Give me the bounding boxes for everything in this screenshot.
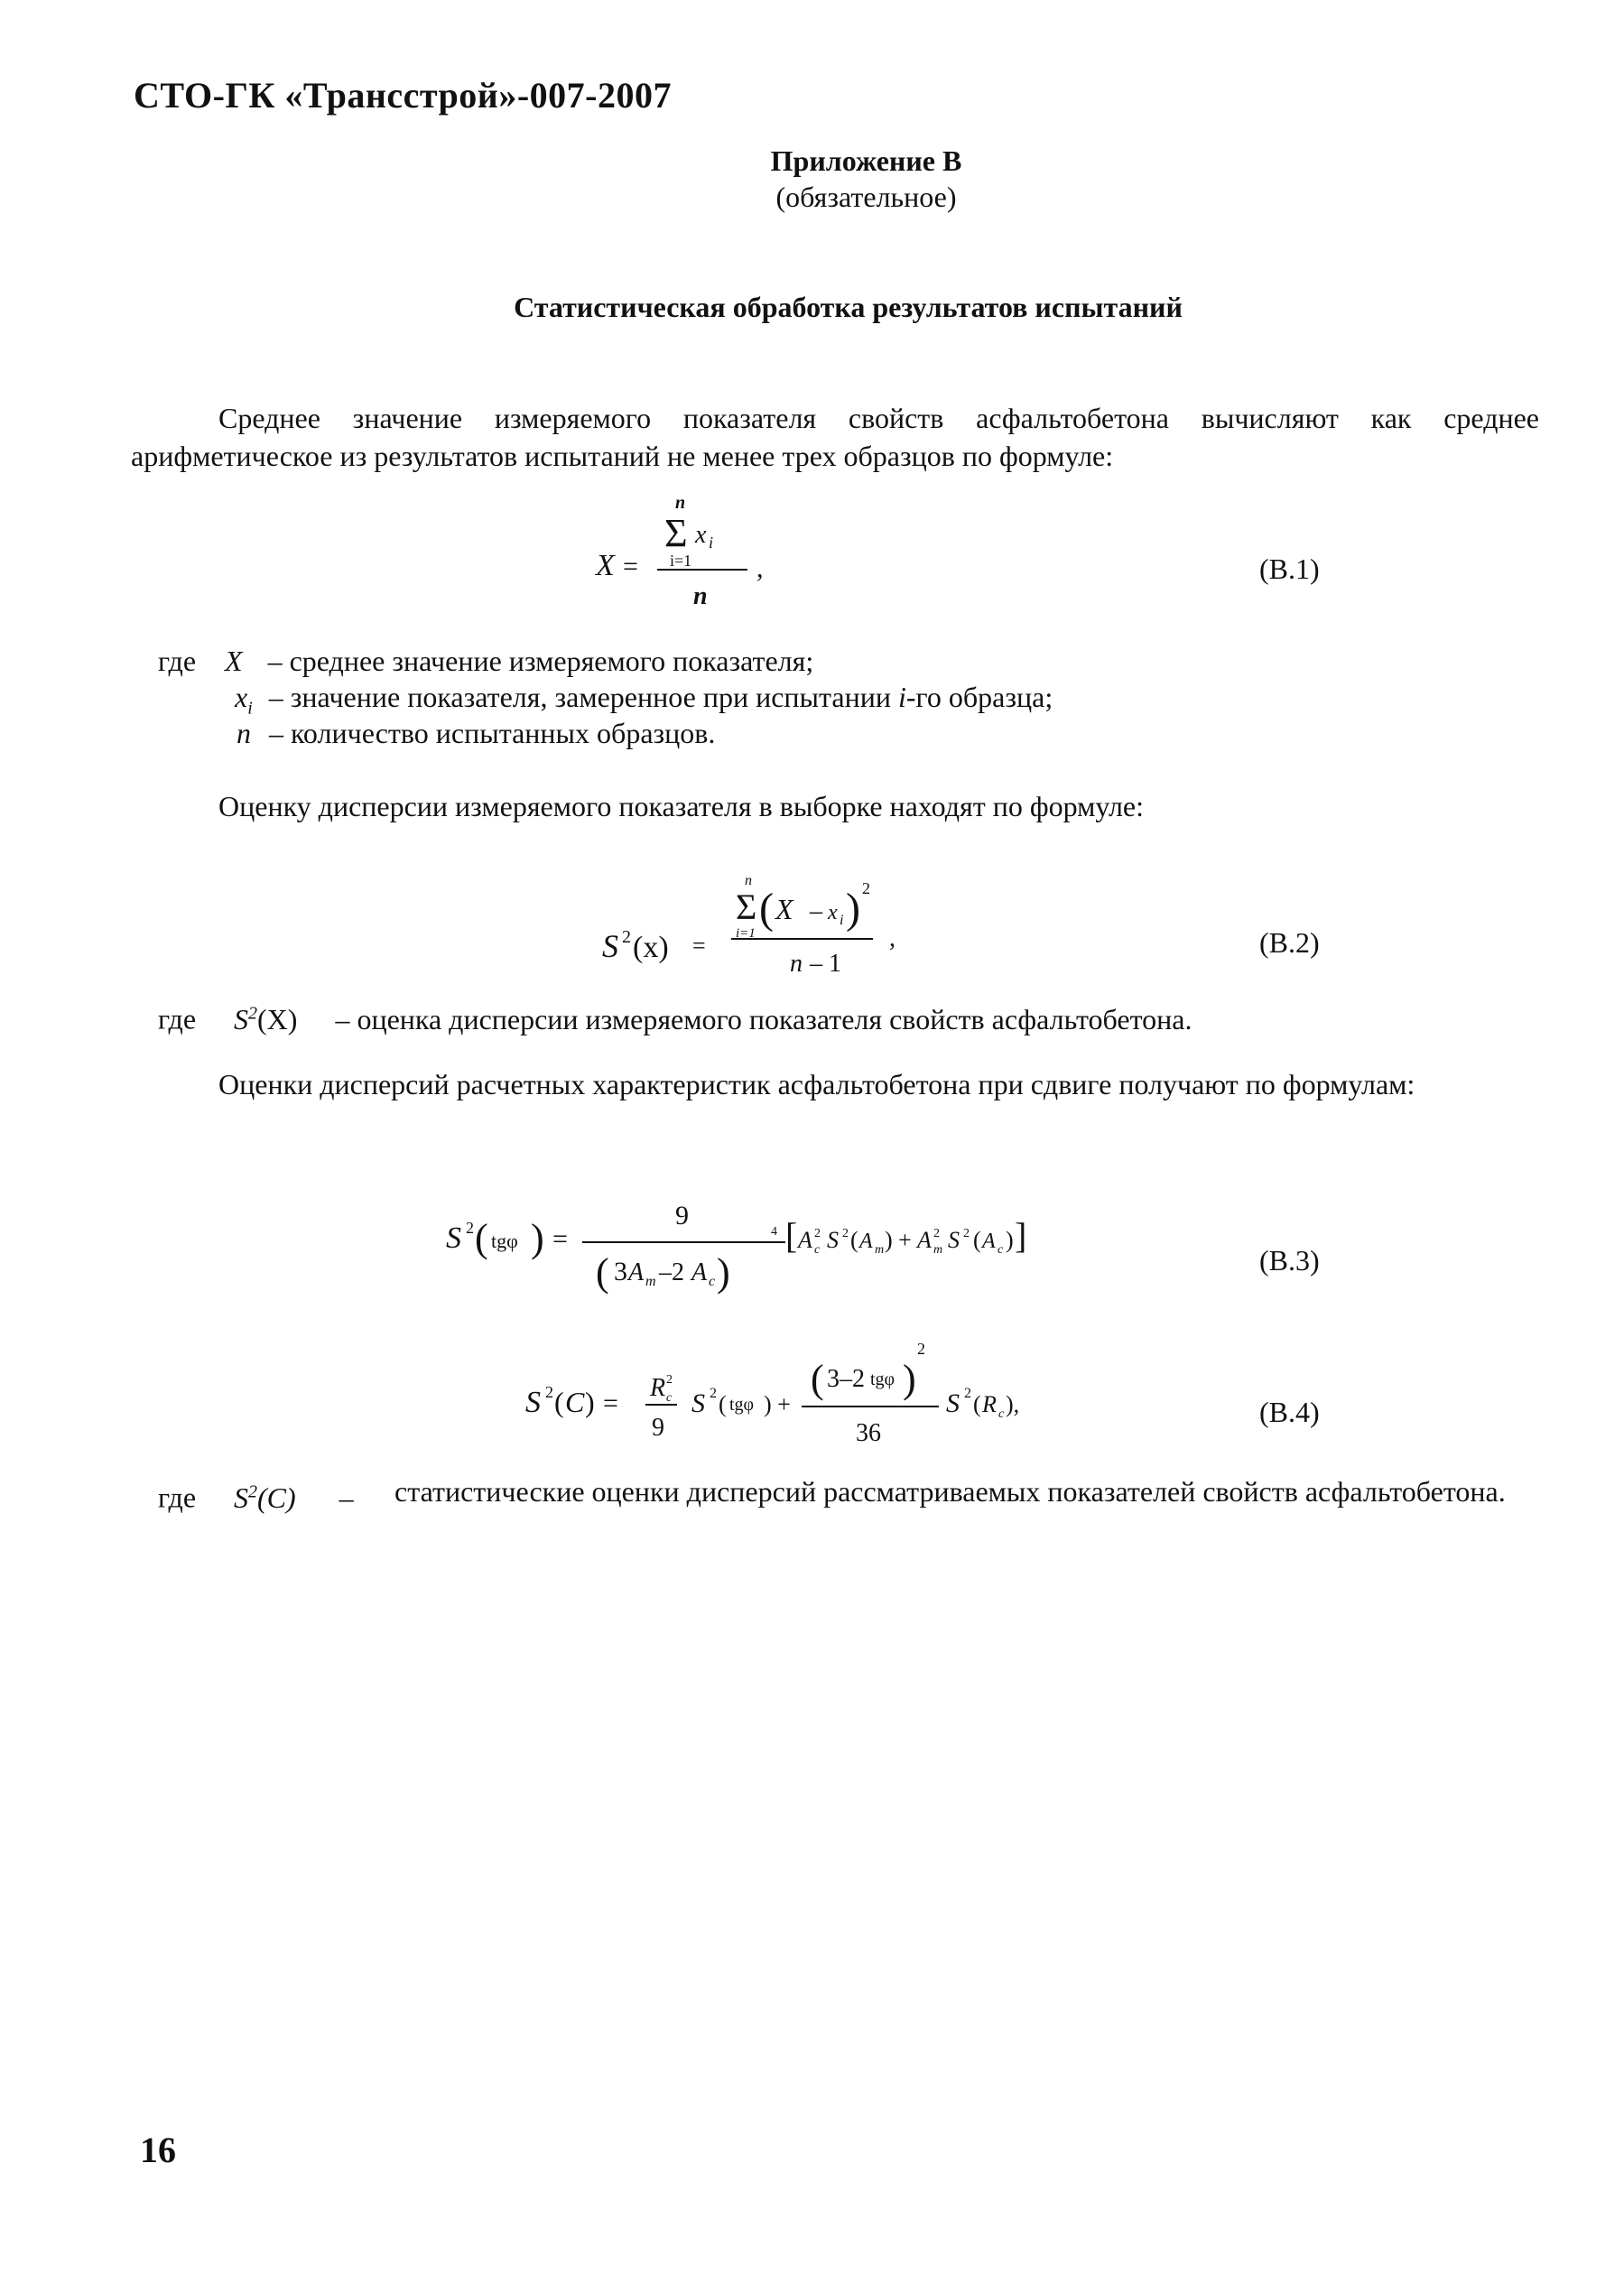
svg-text:S: S	[525, 1386, 541, 1419]
svg-text:(: (	[719, 1391, 727, 1417]
svg-text:,: ,	[756, 553, 764, 583]
equation-number-b1: (В.1)	[1259, 552, 1320, 585]
svg-text:]: ]	[1015, 1215, 1027, 1256]
svg-text:(: (	[850, 1227, 858, 1253]
svg-text:A: A	[982, 1230, 996, 1253]
definition-row-s2x	[158, 995, 1192, 1037]
svg-text:n: n	[675, 493, 686, 513]
svg-text:S: S	[946, 1388, 960, 1418]
formula-b4	[515, 1329, 1146, 1464]
svg-text:x: x	[828, 901, 838, 924]
svg-text:–: –	[810, 897, 822, 925]
svg-text:x: x	[695, 521, 707, 549]
svg-text:i=1: i=1	[670, 552, 692, 570]
svg-text:2: 2	[622, 927, 631, 947]
equation-number-b4: (В.4)	[1259, 1396, 1320, 1428]
svg-text:): )	[903, 1357, 916, 1401]
svg-text:36: 36	[856, 1419, 881, 1447]
svg-text:Σ: Σ	[664, 511, 688, 555]
svg-text:c: c	[709, 1274, 716, 1289]
svg-text:2: 2	[814, 1227, 821, 1240]
svg-text:(: (	[554, 1386, 564, 1418]
svg-text:) +: ) +	[885, 1227, 912, 1253]
section-title: Статистическая обработка результатов испытаний	[514, 291, 1183, 323]
svg-text:=: =	[552, 1224, 568, 1254]
svg-text:–2: –2	[659, 1258, 684, 1286]
svg-text:(: (	[973, 1391, 981, 1417]
svg-text:R: R	[982, 1391, 997, 1417]
symbol-x-mean: X	[225, 645, 243, 677]
definition-text: – оценка дисперсии измеряемого показателя свойств асфальтобетона.	[335, 1002, 1192, 1035]
svg-text:): )	[846, 885, 860, 933]
svg-text:2: 2	[710, 1386, 717, 1401]
svg-text:tgφ: tgφ	[491, 1230, 518, 1252]
svg-text:m: m	[645, 1274, 656, 1289]
definition-text: – количество испытанных образцов.	[269, 717, 716, 749]
svg-text:2: 2	[917, 1340, 925, 1358]
svg-text:3: 3	[614, 1257, 627, 1286]
svg-text:n: n	[745, 873, 752, 888]
svg-text:i: i	[709, 534, 714, 552]
svg-text:2: 2	[545, 1383, 553, 1401]
svg-text:=: =	[603, 1388, 618, 1418]
svg-text:(: (	[811, 1357, 824, 1401]
svg-text:i=1: i=1	[736, 926, 756, 941]
svg-text:A: A	[859, 1230, 873, 1253]
svg-text:S: S	[948, 1227, 960, 1253]
page-number: 16	[140, 2130, 176, 2170]
svg-text:(: (	[596, 1250, 609, 1295]
svg-text:A: A	[798, 1227, 812, 1253]
definition-text: – среднее значение измеряемого показателя;	[267, 645, 814, 677]
symbol-n: n	[237, 717, 251, 749]
symbol-i: i	[897, 681, 906, 713]
svg-text:A: A	[628, 1258, 645, 1286]
svg-text:2: 2	[842, 1227, 849, 1240]
svg-text:X: X	[596, 549, 615, 582]
paragraph-variance	[131, 787, 1539, 825]
svg-text:,: ,	[889, 924, 896, 952]
svg-text:9: 9	[652, 1414, 664, 1442]
definition-dash: –	[339, 1481, 354, 1514]
svg-text:[: [	[785, 1215, 798, 1256]
svg-text:m: m	[933, 1243, 943, 1257]
svg-text:): )	[585, 1386, 595, 1418]
svg-text:=: =	[692, 933, 706, 959]
svg-text:2: 2	[862, 879, 870, 897]
svg-text:S: S	[691, 1388, 705, 1418]
paragraph-text: Среднее значение измеряемого показателя свойств асфальтобетона вычисляют как среднее арифметическое из результатов испытаний не менее трех образцов по формуле:	[131, 402, 1539, 472]
equation-number-b2: (В.2)	[1259, 926, 1320, 959]
svg-text:2: 2	[963, 1227, 970, 1240]
where-label: где	[158, 1481, 197, 1514]
svg-text:(: (	[759, 885, 774, 933]
svg-text:n: n	[693, 582, 708, 609]
paragraph-shear	[131, 1065, 1539, 1103]
svg-text:S: S	[446, 1221, 461, 1255]
svg-text:2: 2	[466, 1219, 474, 1237]
symbol-xi: $x_i$	[235, 681, 253, 719]
svg-text:9: 9	[675, 1201, 689, 1230]
svg-text:(x): (x)	[633, 931, 669, 964]
svg-text:): )	[717, 1250, 730, 1295]
svg-text:4: 4	[771, 1225, 777, 1239]
svg-text:c: c	[998, 1243, 1004, 1257]
svg-text:c: c	[666, 1391, 673, 1405]
svg-text:2: 2	[933, 1227, 940, 1240]
svg-text:),: ),	[1006, 1391, 1020, 1417]
definition-row-s2c	[158, 1473, 354, 1516]
svg-text:tgφ: tgφ	[870, 1369, 896, 1389]
svg-text:c: c	[814, 1243, 821, 1257]
svg-text:X: X	[775, 893, 793, 925]
appendix-subtitle: (обязательное)	[775, 181, 957, 213]
svg-text:– 1: – 1	[810, 950, 841, 978]
svg-text:): )	[531, 1216, 544, 1260]
svg-text:A: A	[917, 1227, 932, 1253]
svg-text:S: S	[827, 1227, 839, 1253]
svg-text:2: 2	[666, 1373, 673, 1387]
svg-text:R: R	[650, 1374, 666, 1402]
svg-text:=: =	[623, 552, 638, 581]
formula-b1	[578, 492, 812, 609]
equation-number-b3: (В.3)	[1259, 1244, 1320, 1277]
svg-text:3–2: 3–2	[827, 1365, 865, 1393]
svg-text:(: (	[475, 1216, 488, 1260]
definition-text-s2c: статистические оценки дисперсий рассматриваемых показателей свойств асфальтобетона.	[394, 1475, 1506, 1508]
symbol-s2c: $S^2(C)$	[234, 1481, 296, 1514]
svg-text:2: 2	[964, 1386, 971, 1401]
svg-text:(: (	[973, 1227, 981, 1253]
definition-row-x-mean	[158, 643, 813, 679]
svg-text:) +: ) +	[764, 1391, 791, 1417]
svg-text:): )	[1006, 1227, 1014, 1253]
svg-text:Σ: Σ	[736, 887, 757, 927]
definition-row-n	[237, 715, 715, 751]
formula-b3	[442, 1183, 1146, 1300]
svg-text:C: C	[565, 1386, 585, 1418]
svg-text:i: i	[840, 913, 844, 928]
where-label: где	[158, 1002, 197, 1035]
svg-text:A: A	[691, 1258, 708, 1286]
definition-text-end: -го образца;	[905, 681, 1053, 713]
paragraph-mean	[131, 399, 1539, 475]
symbol-s2x: $S^2(X)$	[234, 1002, 298, 1035]
svg-text:m: m	[875, 1243, 885, 1257]
svg-text:n: n	[790, 950, 803, 978]
svg-text:c: c	[998, 1407, 1005, 1421]
paragraph-text: Оценки дисперсий расчетных характеристик асфальтобетона при сдвиге получают по формулам:	[218, 1068, 1415, 1100]
formula-b2	[591, 867, 970, 984]
document-code: СТО-ГК «Трансстрой»-007-2007	[134, 75, 672, 116]
definition-text: – значение показателя, замеренное при испытании	[268, 681, 891, 713]
paragraph-text: Оценку дисперсии измеряемого показателя в выборке находят по формуле:	[218, 790, 1144, 822]
svg-text:S: S	[602, 928, 618, 964]
svg-text:tgφ: tgφ	[729, 1395, 755, 1415]
appendix-title: Приложение В	[770, 144, 962, 177]
where-label: где	[158, 645, 197, 677]
